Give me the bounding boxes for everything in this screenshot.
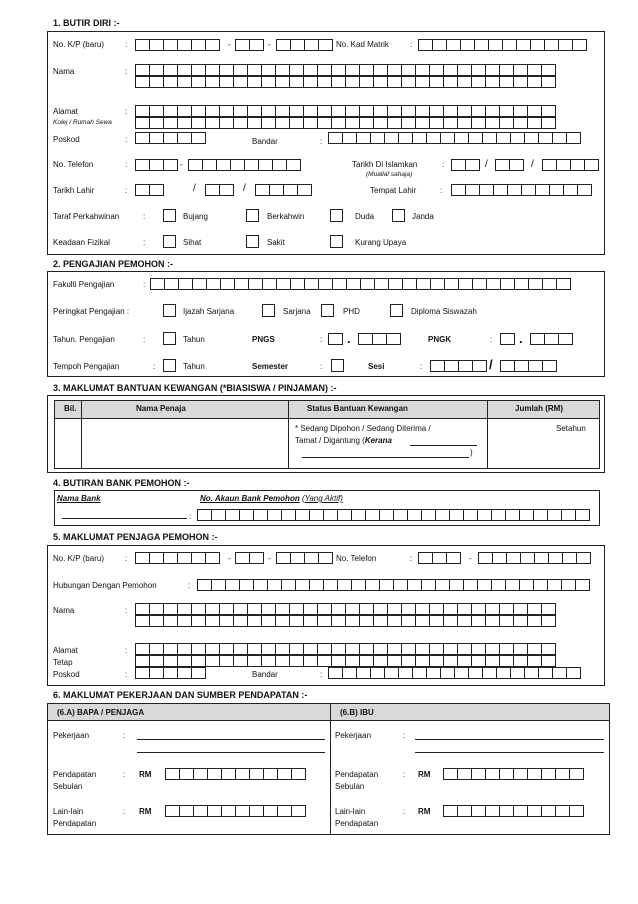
ibu-rm-label: RM — [418, 770, 431, 779]
colon: : — [125, 40, 128, 49]
janda-label: Janda — [412, 212, 434, 221]
status-line2-pre: Tamat / Digantung ( — [295, 436, 365, 445]
semester-label: Semester — [252, 362, 289, 371]
peringkat-label: Peringkat Pengajian : — [53, 307, 130, 316]
hubungan-label: Hubungan Dengan Pemohon — [53, 581, 157, 590]
section-3-title: 3. MAKLUMAT BANTUAN KEWANGAN (*BIASISWA / PINJAMAN) :- — [53, 383, 337, 393]
kolej-label: Kolej / Rumah Sewa — [53, 119, 112, 126]
colon: : — [125, 554, 128, 563]
col-divider — [81, 400, 82, 469]
section-1-title: 1. BUTIR DIRI :- — [53, 18, 120, 28]
islam-month-input[interactable] — [495, 159, 523, 171]
penjaga-tetap-label: Tetap — [53, 658, 73, 667]
fakulti-input[interactable] — [150, 278, 570, 290]
ibu-pendapatan-input[interactable] — [443, 768, 583, 780]
colon: : — [442, 160, 445, 169]
col-divider — [330, 703, 331, 835]
lahir-year-input[interactable] — [255, 184, 311, 196]
islam-day-input[interactable] — [451, 159, 479, 171]
bapa-rm-label: RM — [139, 770, 152, 779]
pngk-dec-input[interactable] — [530, 333, 572, 345]
col-divider — [288, 400, 289, 469]
ibu-sebulan-label: Sebulan — [335, 782, 365, 791]
penjaga-nama-row1[interactable] — [135, 603, 555, 615]
colon: : — [188, 581, 191, 590]
bapa-sebulan-label: Sebulan — [53, 782, 83, 791]
sarjana-label: Sarjana — [283, 307, 311, 316]
fizikal-label: Keadaan Fizikal — [53, 238, 110, 247]
penjaga-nama-label: Nama — [53, 606, 75, 615]
bandar-label: Bandar — [252, 137, 278, 146]
slash: / — [243, 183, 246, 194]
alamat-input-row2[interactable] — [135, 117, 555, 129]
muallaf-note: (Muallaf sahaja) — [366, 171, 413, 178]
akaun-input[interactable] — [197, 509, 589, 521]
colon: : — [125, 670, 128, 679]
pngk-label: PNGK — [428, 335, 452, 344]
tempat-label: Tempat Lahir — [370, 186, 417, 195]
penjaga-telefon-label: No. Telefon — [336, 554, 377, 563]
bandar-input[interactable] — [328, 132, 580, 144]
col-status: Status Bantuan Kewangan — [307, 404, 408, 413]
bapa-pekerjaan-label: Pekerjaan — [53, 731, 90, 740]
colon: : — [320, 362, 323, 371]
sesi-label: Sesi — [368, 362, 385, 371]
col-nama-penaja: Nama Penaja — [136, 404, 186, 413]
sesi-input-start[interactable] — [430, 360, 486, 372]
islam-year-input[interactable] — [542, 159, 598, 171]
sihat-checkbox[interactable] — [163, 235, 176, 248]
penjaga-poskod-input[interactable] — [135, 667, 205, 679]
dash: - — [469, 554, 472, 563]
col-bil: Bil. — [64, 404, 77, 413]
ibu-rm-label-2: RM — [418, 807, 431, 816]
dash: - — [268, 40, 271, 49]
berkahwin-label: Berkahwin — [267, 212, 305, 221]
colon: : — [143, 280, 146, 289]
ibu-pekerjaan-line2[interactable] — [415, 752, 604, 753]
colon: : — [123, 807, 126, 816]
section-2-title: 2. PENGAJIAN PEMOHON :- — [53, 259, 174, 269]
penjaga-kp-part2[interactable] — [235, 552, 263, 564]
penjaga-kp-part3[interactable] — [276, 552, 332, 564]
alamat-label: Alamat — [53, 107, 78, 116]
colon: : — [410, 40, 413, 49]
decimal-dot: . — [519, 331, 523, 346]
tempoh-tahun-label: Tahun — [183, 362, 205, 371]
berkahwin-checkbox[interactable] — [246, 209, 259, 222]
ibu-header: (6.B) IBU — [340, 708, 374, 717]
section-5-title: 5. MAKLUMAT PENJAGA PEMOHON :- — [53, 532, 218, 542]
penjaga-kp-label: No. K/P (baru) — [53, 554, 104, 563]
colon: : — [143, 335, 146, 344]
colon: : — [123, 770, 126, 779]
ibu-pekerjaan-label: Pekerjaan — [335, 731, 372, 740]
penjaga-poskod-label: Poskod — [53, 670, 80, 679]
pngk-int-input[interactable] — [500, 333, 514, 345]
sihat-label: Sihat — [183, 238, 202, 247]
ijazah-sarjana-label: Ijazah Sarjana — [183, 307, 235, 316]
penjaga-alamat-row2[interactable] — [135, 655, 555, 667]
fakulti-label: Fakulti Pengajian — [53, 280, 115, 289]
colon: : — [320, 335, 323, 344]
lahir-label: Tarikh Lahir — [53, 186, 95, 195]
bapa-pekerjaan-line2[interactable] — [137, 752, 325, 753]
colon: : — [125, 606, 128, 615]
colon: : — [125, 186, 128, 195]
penjaga-telefon-code[interactable] — [418, 552, 460, 564]
ijazah-sarjana-checkbox[interactable] — [163, 304, 176, 317]
penjaga-bandar-input[interactable] — [328, 667, 580, 679]
colon: : — [125, 646, 128, 655]
lahir-day-input[interactable] — [135, 184, 163, 196]
sakit-checkbox[interactable] — [246, 235, 259, 248]
duda-label: Duda — [355, 212, 375, 221]
colon: : — [403, 807, 406, 816]
janda-checkbox[interactable] — [392, 209, 405, 222]
ibu-pendapatan-label: Pendapatan — [335, 770, 379, 779]
status-line2 — [295, 436, 392, 445]
bujang-label: Bujang — [183, 212, 208, 221]
ibu-pekerjaan-line1[interactable] — [415, 739, 604, 740]
tahun-input[interactable] — [163, 332, 176, 345]
colon: : — [490, 335, 493, 344]
penjaga-alamat-row1[interactable] — [135, 643, 555, 655]
colon: : — [410, 554, 413, 563]
matrik-label: No. Kad Matrik — [336, 40, 389, 49]
colon: : — [320, 137, 323, 146]
kp-input-part3[interactable] — [276, 39, 332, 51]
ibu-lain-label: Lain-lain — [335, 807, 366, 816]
bapa-lain-pend-label: Pendapatan — [53, 819, 97, 828]
hubungan-input[interactable] — [197, 579, 589, 591]
slash: / — [531, 159, 534, 170]
kp-label: No. K/P (baru) — [53, 40, 104, 49]
colon: : — [403, 731, 406, 740]
colon: : — [320, 670, 323, 679]
islam-label: Tarikh Di Islamkan — [352, 160, 418, 169]
alamat-input-row1[interactable] — [135, 105, 555, 117]
section-4-title: 4. BUTIRAN BANK PEMOHON :- — [53, 478, 190, 488]
pngs-int-input[interactable] — [328, 333, 342, 345]
decimal-dot: . — [347, 331, 351, 346]
colon: : — [440, 186, 443, 195]
poskod-label: Poskod — [53, 135, 80, 144]
dash: - — [268, 554, 271, 563]
section-6-title: 6. MAKLUMAT PEKERJAAN DAN SUMBER PENDAPATAN :- — [53, 690, 308, 700]
bujang-checkbox[interactable] — [163, 209, 176, 222]
colon: : — [125, 160, 128, 169]
kerana-line-2[interactable] — [302, 457, 469, 458]
kurang-upaya-checkbox[interactable] — [330, 235, 343, 248]
bapa-rm-label-2: RM — [139, 807, 152, 816]
colon: : — [143, 238, 146, 247]
nama-label: Nama — [53, 67, 75, 76]
pngs-dec-input[interactable] — [358, 333, 400, 345]
nama-input-row1[interactable] — [135, 64, 555, 76]
duda-checkbox[interactable] — [330, 209, 343, 222]
colon: : — [143, 212, 146, 221]
tempoh-tahun-input[interactable] — [163, 359, 176, 372]
bapa-lain-input[interactable] — [165, 805, 305, 817]
sakit-label: Sakit — [267, 238, 285, 247]
nama-bank-input[interactable] — [62, 518, 187, 519]
akaun-label-paren: (Yang Aktif) — [301, 494, 343, 503]
nama-input-row2[interactable] — [135, 76, 555, 88]
akaun-label — [200, 494, 343, 503]
colon: : — [123, 731, 126, 740]
status-kerana: Kerana — [364, 436, 392, 445]
nama-bank-label: Nama Bank — [57, 494, 101, 503]
dash: - — [228, 554, 231, 563]
colon: : — [125, 67, 128, 76]
sarjana-checkbox[interactable] — [262, 304, 275, 317]
diploma-siswazah-checkbox[interactable] — [390, 304, 403, 317]
sesi-input-end[interactable] — [500, 360, 556, 372]
penjaga-alamat-label: Alamat — [53, 646, 78, 655]
colon: : — [125, 135, 128, 144]
tempat-input[interactable] — [451, 184, 591, 196]
kp-input-part2[interactable] — [235, 39, 263, 51]
col-divider — [487, 400, 488, 469]
pngs-label: PNGS — [252, 335, 275, 344]
dash: - — [228, 40, 231, 49]
col-jumlah: Jumlah (RM) — [515, 404, 563, 413]
colon: : — [420, 362, 423, 371]
colon: : — [403, 770, 406, 779]
phd-checkbox[interactable] — [321, 304, 334, 317]
ibu-lain-input[interactable] — [443, 805, 583, 817]
bapa-pendapatan-label: Pendapatan — [53, 770, 97, 779]
penjaga-telefon-number[interactable] — [478, 552, 590, 564]
lahir-month-input[interactable] — [205, 184, 233, 196]
poskod-input[interactable] — [135, 132, 205, 144]
kerana-line[interactable] — [410, 445, 477, 446]
status-close-paren: ) — [470, 448, 473, 457]
slash: / — [489, 357, 493, 372]
penjaga-bandar-label: Bandar — [252, 670, 278, 679]
bapa-header: (6.A) BAPA / PENJAGA — [57, 708, 145, 717]
colon: : — [153, 362, 156, 371]
tahun-pengajian-label: Tahun. Pengajian — [53, 335, 115, 344]
dash: - — [180, 160, 183, 169]
telefon-input-code[interactable] — [135, 159, 177, 171]
telefon-label: No. Telefon — [53, 160, 94, 169]
bapa-pendapatan-input[interactable] — [165, 768, 305, 780]
phd-label: PHD — [343, 307, 360, 316]
setahun-label: Setahun — [556, 424, 586, 433]
status-line1: * Sedang Dipohon / Sedang Diterima / — [295, 424, 431, 433]
kp-input-part1[interactable] — [135, 39, 219, 51]
bapa-lain-label: Lain-lain — [53, 807, 84, 816]
colon: : — [189, 512, 192, 521]
ibu-lain-pend-label: Pendapatan — [335, 819, 379, 828]
tempoh-label: Tempoh Pengajian — [53, 362, 120, 371]
bapa-pekerjaan-line1[interactable] — [137, 739, 325, 740]
matrik-input[interactable] — [418, 39, 586, 51]
akaun-label-main: No. Akaun Bank Pemohon — [200, 494, 300, 503]
diploma-siswazah-label: Diploma Siswazah — [411, 307, 477, 316]
slash: / — [485, 159, 488, 170]
telefon-input-number[interactable] — [188, 159, 300, 171]
taraf-label: Taraf Perkahwinan — [53, 212, 120, 221]
tahun-label: Tahun — [183, 335, 205, 344]
colon: : — [125, 107, 128, 116]
penjaga-nama-row2[interactable] — [135, 615, 555, 627]
kurang-upaya-label: Kurang Upaya — [355, 238, 407, 247]
penjaga-kp-part1[interactable] — [135, 552, 219, 564]
slash: / — [193, 183, 196, 194]
semester-input[interactable] — [331, 359, 344, 372]
